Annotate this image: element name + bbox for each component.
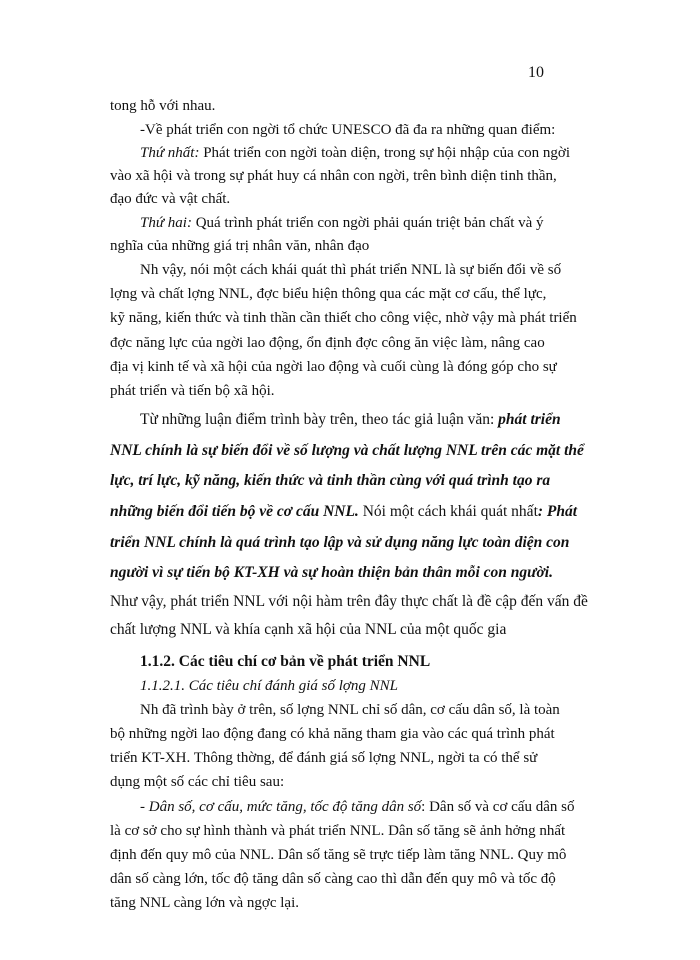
text-line: tong hỗ với nhau.: [110, 98, 216, 114]
emphasis-span: những biến đổi tiến bộ về cơ cấu NNL.: [110, 503, 359, 520]
text-line: [140, 213, 630, 233]
subsection-heading: 1.1.2.1. Các tiêu chí đánh giá số lợng NNL: [140, 678, 399, 694]
text-span: Quá trình phát triển con ngời phải quán triệt bản chất và ý: [191, 215, 544, 231]
text-line: dân số càng lớn, tốc độ tăng dân số càng cao thì dẫn đến quy mô và tốc độ: [110, 871, 556, 887]
text-line: triển KT-XH. Thông thờng, để đánh giá số lợng NNL, ngời ta có thể sử: [110, 750, 538, 766]
text-line: đợc năng lực của ngời lao động, ổn định đợc công ăn việc làm, nâng cao: [110, 335, 545, 351]
text-line: phát triển và tiến bộ xã hội.: [110, 383, 275, 399]
text-line: là cơ sở cho sự hình thành và phát triển NNL. Dân số tăng sẽ ảnh hởng nhất: [110, 823, 566, 839]
text-line: kỹ năng, kiến thức và tinh thần cần thiết cho công việc, nhờ vậy mà phát triển: [110, 310, 577, 326]
text-line: địa vị kinh tế và xã hội của ngời lao động và cuối cùng là đóng góp cho sự: [110, 359, 557, 375]
text-line: NNL chính là sự biến đổi về số lượng và chất lượng NNL trên các mặt thể: [110, 442, 584, 459]
section-heading: 1.1.2. Các tiêu chí cơ bản về phát triển NNL: [140, 653, 431, 670]
text-line: [110, 502, 630, 522]
emphasis-span: - Dân số, cơ cấu, mức tăng, tốc độ tăng dân số: [140, 799, 422, 815]
text-line: triển NNL chính là quá trình tạo lập và sử dụng năng lực toàn diện con: [110, 534, 570, 551]
text-line: lực, trí lực, kỹ năng, kiến thức và tinh thần cùng với quá trình tạo ra: [110, 472, 551, 489]
text-span: : Dân số và cơ cấu dân số: [421, 799, 575, 815]
label-second: Thứ hai:: [140, 215, 192, 231]
text-line: [140, 143, 630, 163]
page-number: 10: [528, 64, 544, 81]
text-line: bộ những ngời lao động đang có khả năng tham gia vào các quá trình phát: [110, 726, 555, 742]
text-line: Như vậy, phát triển NNL với nội hàm trên đây thực chất là đề cập đến vấn đề: [110, 593, 588, 610]
text-line: -Về phát triển con ngời tổ chức UNESCO đã đa ra những quan điểm:: [140, 122, 556, 138]
text-line: người vì sự tiến bộ KT-XH và sự hoàn thiện bản thân mỗi con người.: [110, 564, 553, 581]
text-line: vào xã hội và trong sự phát huy cá nhân con ngời, trên bình diện tinh thần,: [110, 168, 557, 184]
text-line: chất lượng NNL và khía cạnh xã hội của NNL của một quốc gia: [110, 621, 507, 638]
text-span: Từ những luận điểm trình bày trên, theo tác giả luận văn:: [140, 411, 499, 428]
emphasis-span: : Phát: [537, 503, 578, 520]
text-line: tăng NNL càng lớn và ngợc lại.: [110, 895, 300, 911]
text-line: [140, 410, 630, 430]
text-line: Nh đã trình bày ở trên, số lợng NNL chỉ số dân, cơ cấu dân số, là toàn: [140, 702, 560, 718]
text-line: nghĩa của những giá trị nhân văn, nhân đạo: [110, 238, 370, 254]
text-span: Phát triển con ngời toàn diện, trong sự hội nhập của con ngời: [199, 145, 571, 161]
text-line: lợng và chất lợng NNL, đợc biểu hiện thông qua các mặt cơ cấu, thể lực,: [110, 286, 547, 302]
text-line: định đến quy mô của NNL. Dân số tăng sẽ trực tiếp làm tăng NNL. Quy mô: [110, 847, 567, 863]
emphasis-span: phát triển: [498, 411, 561, 428]
label-first: Thứ nhất:: [140, 145, 200, 161]
text-line: Nh vậy, nói một cách khái quát thì phát triển NNL là sự biến đổi về số: [140, 262, 562, 278]
text-span: Nói một cách khái quát nhất: [358, 503, 538, 520]
text-line: đạo đức và vật chất.: [110, 191, 231, 207]
text-line: dụng một số các chỉ tiêu sau:: [110, 774, 285, 790]
text-line: [140, 797, 630, 817]
